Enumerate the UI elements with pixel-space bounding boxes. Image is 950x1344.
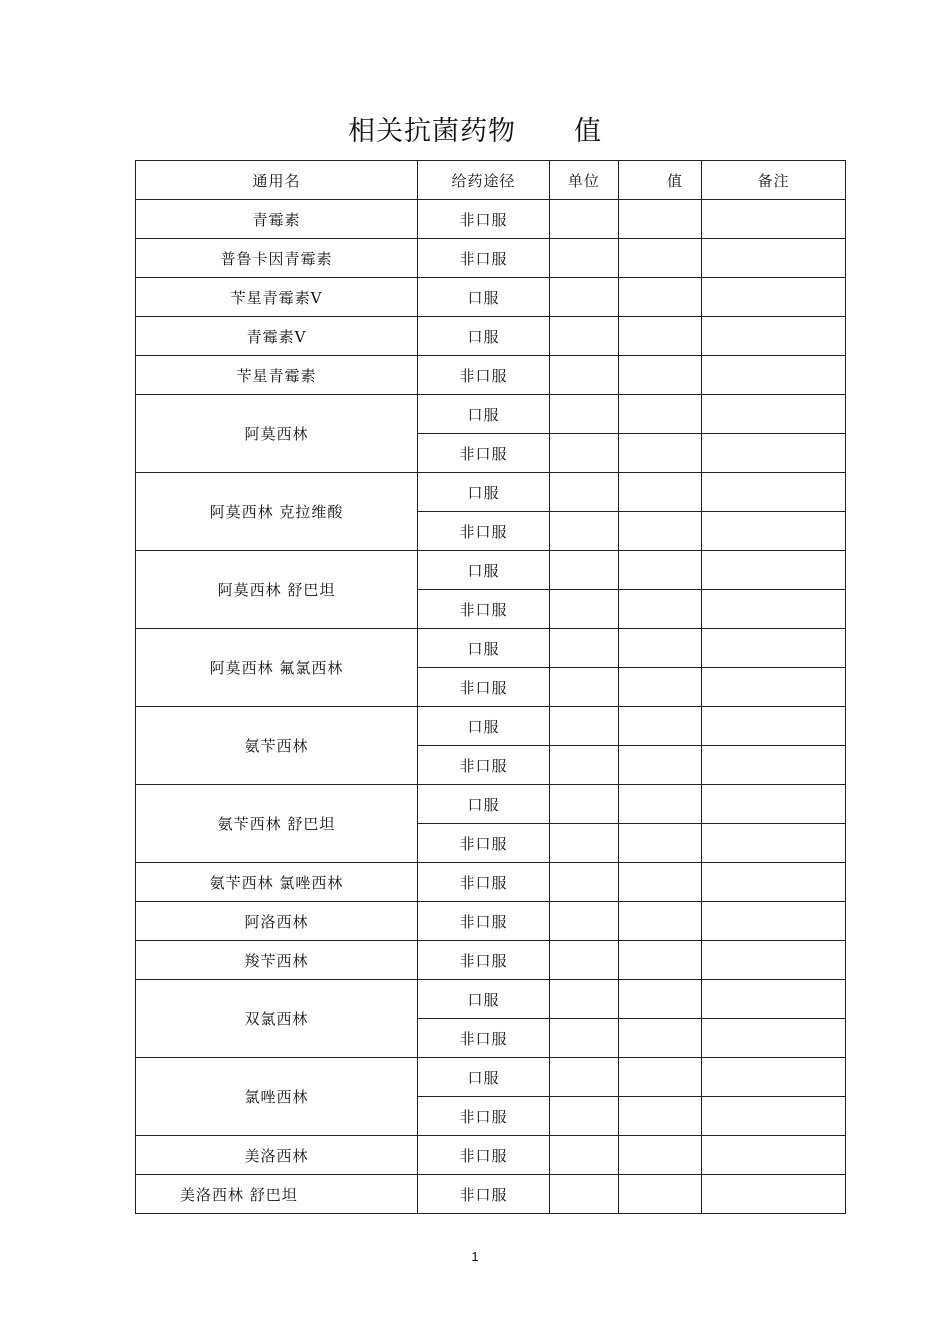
route-cell: 非口服 [417, 824, 549, 863]
table-header-row [136, 161, 846, 200]
value-cell [619, 278, 702, 317]
note-cell [701, 1175, 845, 1214]
value-cell [619, 707, 702, 746]
drug-name-cell: 阿洛西林 [136, 902, 418, 941]
drug-name-cell: 阿莫西林 克拉维酸 [136, 473, 418, 551]
note-cell [701, 629, 845, 668]
route-cell: 非口服 [417, 512, 549, 551]
drug-name-cell: 羧苄西林 [136, 941, 418, 980]
note-cell [701, 356, 845, 395]
table-row [136, 551, 846, 590]
value-cell [619, 1058, 702, 1097]
drug-name-cell: 氯唑西林 [136, 1058, 418, 1136]
drug-name-cell: 氨苄西林 舒巴坦 [136, 785, 418, 863]
unit-cell [549, 980, 618, 1019]
drug-name-cell: 阿莫西林 舒巴坦 [136, 551, 418, 629]
value-cell [619, 590, 702, 629]
unit-cell [549, 200, 618, 239]
drug-name-cell: 氨苄西林 氯唑西林 [136, 863, 418, 902]
note-cell [701, 1097, 845, 1136]
value-cell [619, 395, 702, 434]
note-cell [701, 1019, 845, 1058]
unit-cell [549, 1019, 618, 1058]
value-cell [619, 512, 702, 551]
table-row [136, 278, 846, 317]
page-number: 1 [471, 1249, 479, 1264]
table-row [136, 980, 846, 1019]
header-value: 值 [619, 161, 702, 200]
value-cell [619, 824, 702, 863]
drug-name-cell: 苄星青霉素 [136, 356, 418, 395]
route-cell: 非口服 [417, 1136, 549, 1175]
table-row [136, 317, 846, 356]
value-cell [619, 746, 702, 785]
table-row [136, 863, 846, 902]
unit-cell [549, 356, 618, 395]
note-cell [701, 785, 845, 824]
drug-name-cell: 氨苄西林 [136, 707, 418, 785]
note-cell [701, 1058, 845, 1097]
table-row [136, 1136, 846, 1175]
route-cell: 非口服 [417, 941, 549, 980]
drug-name-cell: 青霉素 [136, 200, 418, 239]
route-cell: 非口服 [417, 590, 549, 629]
note-cell [701, 707, 845, 746]
route-cell: 非口服 [417, 1019, 549, 1058]
drug-name-cell: 苄星青霉素Ⅴ [136, 278, 418, 317]
drug-name-cell: 阿莫西林 氟氯西林 [136, 629, 418, 707]
route-cell: 非口服 [417, 239, 549, 278]
drug-name-cell: 美洛西林 舒巴坦 [136, 1175, 418, 1214]
note-cell [701, 590, 845, 629]
unit-cell [549, 1058, 618, 1097]
unit-cell [549, 551, 618, 590]
unit-cell [549, 746, 618, 785]
route-cell: 非口服 [417, 200, 549, 239]
table-row [136, 395, 846, 434]
value-cell [619, 473, 702, 512]
header-note: 备注 [701, 161, 845, 200]
value-cell [619, 1097, 702, 1136]
note-cell [701, 551, 845, 590]
header-route: 给药途径 [417, 161, 549, 200]
note-cell [701, 902, 845, 941]
note-cell [701, 317, 845, 356]
route-cell: 口服 [417, 278, 549, 317]
route-cell: 口服 [417, 629, 549, 668]
route-cell: 非口服 [417, 1097, 549, 1136]
header-generic-name: 通用名 [136, 161, 418, 200]
value-cell [619, 200, 702, 239]
value-cell [619, 980, 702, 1019]
route-cell: 口服 [417, 980, 549, 1019]
unit-cell [549, 863, 618, 902]
route-cell: 口服 [417, 551, 549, 590]
note-cell [701, 395, 845, 434]
value-cell [619, 902, 702, 941]
table-row [136, 941, 846, 980]
route-cell: 非口服 [417, 668, 549, 707]
unit-cell [549, 824, 618, 863]
unit-cell [549, 1097, 618, 1136]
unit-cell [549, 239, 618, 278]
note-cell [701, 668, 845, 707]
unit-cell [549, 902, 618, 941]
value-cell [619, 551, 702, 590]
route-cell: 口服 [417, 707, 549, 746]
table-row [136, 356, 846, 395]
note-cell [701, 512, 845, 551]
unit-cell [549, 590, 618, 629]
value-cell [619, 1175, 702, 1214]
note-cell [701, 434, 845, 473]
value-cell [619, 941, 702, 980]
route-cell: 口服 [417, 317, 549, 356]
unit-cell [549, 941, 618, 980]
table-row [136, 473, 846, 512]
value-cell [619, 785, 702, 824]
value-cell [619, 239, 702, 278]
note-cell [701, 200, 845, 239]
table-body [136, 200, 846, 1214]
value-cell [619, 1019, 702, 1058]
route-cell: 口服 [417, 395, 549, 434]
antibiotic-table [135, 160, 846, 1214]
note-cell [701, 278, 845, 317]
note-cell [701, 980, 845, 1019]
title-suffix: 值 [574, 116, 602, 147]
value-cell [619, 629, 702, 668]
route-cell: 非口服 [417, 356, 549, 395]
value-cell [619, 356, 702, 395]
table-row [136, 1175, 846, 1214]
note-cell [701, 863, 845, 902]
value-cell [619, 317, 702, 356]
drug-name-cell: 青霉素Ⅴ [136, 317, 418, 356]
unit-cell [549, 434, 618, 473]
route-cell: 口服 [417, 785, 549, 824]
page-title [0, 112, 950, 152]
value-cell [619, 434, 702, 473]
route-cell: 口服 [417, 473, 549, 512]
value-cell [619, 1136, 702, 1175]
unit-cell [549, 473, 618, 512]
unit-cell [549, 278, 618, 317]
route-cell: 非口服 [417, 863, 549, 902]
table-row [136, 902, 846, 941]
note-cell [701, 941, 845, 980]
header-unit: 单位 [549, 161, 618, 200]
unit-cell [549, 317, 618, 356]
drug-name-cell: 阿莫西林 [136, 395, 418, 473]
table-row [136, 707, 846, 746]
unit-cell [549, 512, 618, 551]
value-cell [619, 863, 702, 902]
table-row [136, 1058, 846, 1097]
unit-cell [549, 629, 618, 668]
route-cell: 口服 [417, 1058, 549, 1097]
note-cell [701, 473, 845, 512]
value-cell [619, 668, 702, 707]
route-cell: 非口服 [417, 1175, 549, 1214]
table-row [136, 239, 846, 278]
drug-name-cell: 双氯西林 [136, 980, 418, 1058]
route-cell: 非口服 [417, 434, 549, 473]
unit-cell [549, 1175, 618, 1214]
note-cell [701, 824, 845, 863]
table-row [136, 785, 846, 824]
route-cell: 非口服 [417, 746, 549, 785]
unit-cell [549, 785, 618, 824]
unit-cell [549, 668, 618, 707]
drug-name-cell: 普鲁卡因青霉素 [136, 239, 418, 278]
unit-cell [549, 395, 618, 434]
drug-name-cell: 美洛西林 [136, 1136, 418, 1175]
note-cell [701, 1136, 845, 1175]
title-main: 相关抗菌药物 [348, 116, 516, 147]
note-cell [701, 746, 845, 785]
table-row [136, 200, 846, 239]
table-row [136, 629, 846, 668]
route-cell: 非口服 [417, 902, 549, 941]
unit-cell [549, 707, 618, 746]
note-cell [701, 239, 845, 278]
unit-cell [549, 1136, 618, 1175]
